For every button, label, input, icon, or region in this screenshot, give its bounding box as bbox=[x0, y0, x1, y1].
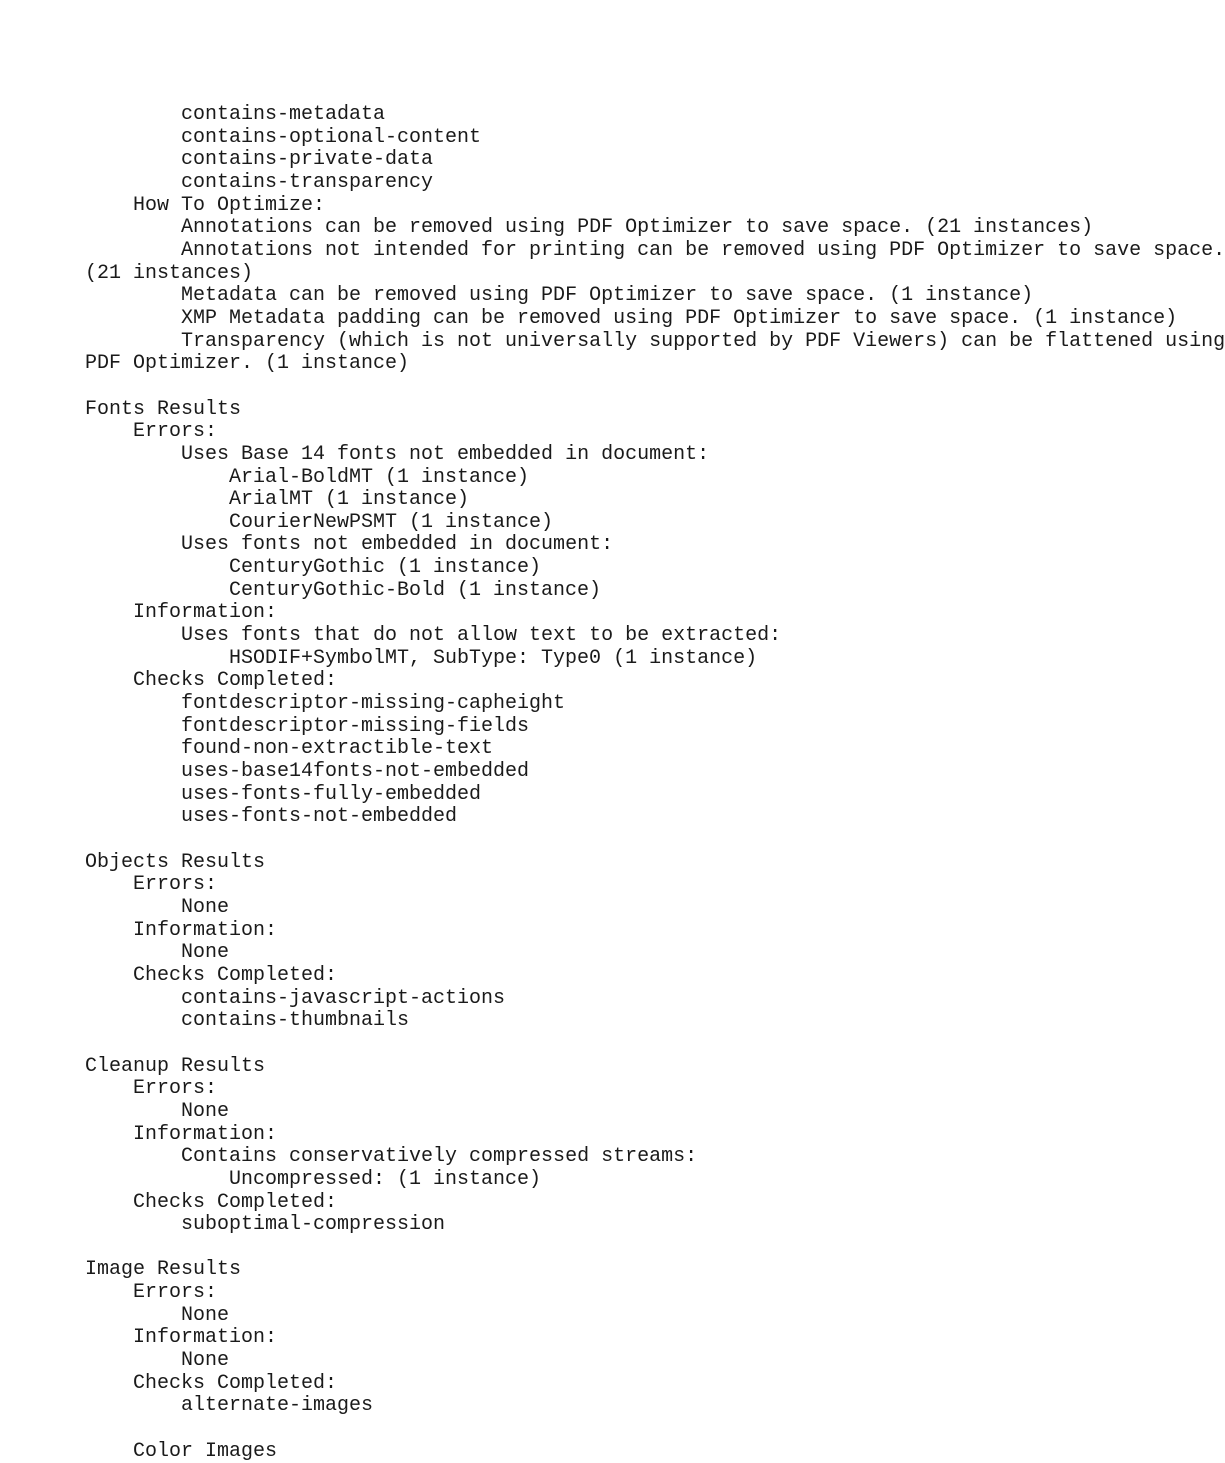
report-line: Contains conservatively compressed streams: bbox=[181, 1145, 698, 1169]
report-line: fontdescriptor-missing-fields bbox=[181, 714, 530, 738]
report-line: None bbox=[181, 941, 230, 965]
report-line: Uses fonts that do not allow text to be extracted: bbox=[181, 624, 782, 648]
report-line: ArialMT (1 instance) bbox=[229, 488, 470, 512]
report-line: found-non-extractible-text bbox=[181, 737, 494, 761]
report-line: suboptimal-compression bbox=[181, 1213, 446, 1237]
report-line: uses-fonts-fully-embedded bbox=[181, 782, 482, 806]
report-line: Cleanup Results bbox=[85, 1054, 266, 1078]
report-line: fontdescriptor-missing-capheight bbox=[181, 692, 566, 716]
report-line: Information: bbox=[133, 918, 278, 942]
report-line: Uses fonts not embedded in document: bbox=[181, 533, 614, 557]
report-line: Errors: bbox=[133, 420, 218, 444]
report-line: Color Images bbox=[133, 1439, 278, 1463]
report-line: Information: bbox=[133, 1326, 278, 1350]
report-line: Information: bbox=[133, 601, 278, 625]
report-line: CourierNewPSMT (1 instance) bbox=[229, 510, 554, 534]
report-line: None bbox=[181, 895, 230, 919]
report-line: Image Results bbox=[85, 1258, 242, 1282]
report-line: Transparency (which is not universally supported by PDF Viewers) can be flattened using bbox=[181, 329, 1225, 353]
blank-line bbox=[85, 1033, 1085, 1056]
report-line: None bbox=[181, 1099, 230, 1123]
report-line: contains-javascript-actions bbox=[181, 986, 506, 1010]
report-line: PDF Optimizer. (1 instance) bbox=[85, 352, 410, 376]
report-line: Objects Results bbox=[85, 850, 266, 874]
report-line: (21 instances) bbox=[85, 261, 254, 285]
report-line: Checks Completed: bbox=[133, 1371, 338, 1395]
report-line: Uses Base 14 fonts not embedded in document: bbox=[181, 442, 710, 466]
report-line: Errors: bbox=[133, 1077, 218, 1101]
report-line: contains-transparency bbox=[181, 170, 434, 194]
report-line: HSODIF+SymbolMT, SubType: Type0 (1 instance) bbox=[229, 646, 758, 670]
report-line: None bbox=[181, 1349, 230, 1373]
report-line: Arial-BoldMT (1 instance) bbox=[229, 465, 530, 489]
report-line: contains-metadata bbox=[181, 103, 386, 126]
report-line: Checks Completed: bbox=[133, 669, 338, 693]
blank-line bbox=[85, 376, 1085, 399]
report-line: contains-thumbnails bbox=[181, 1009, 410, 1033]
report-line: contains-private-data bbox=[181, 148, 434, 172]
report-line: alternate-images bbox=[181, 1394, 374, 1418]
report-line: CenturyGothic-Bold (1 instance) bbox=[229, 578, 602, 602]
report-line: Information: bbox=[133, 1122, 278, 1146]
report-line: Fonts Results bbox=[85, 397, 242, 421]
report-line: uses-fonts-not-embedded bbox=[181, 805, 458, 829]
report-line: Annotations not intended for printing can be removed using PDF Optimizer to save space. bbox=[181, 238, 1225, 262]
report-line: How To Optimize: bbox=[133, 193, 326, 217]
report-line: Metadata can be removed using PDF Optimizer to save space. (1 instance) bbox=[181, 284, 1034, 308]
blank-line bbox=[85, 829, 1085, 852]
report-line: Uncompressed: (1 instance) bbox=[229, 1167, 542, 1191]
report-line: CenturyGothic (1 instance) bbox=[229, 556, 542, 580]
report-line: Errors: bbox=[133, 873, 218, 897]
report-line: Checks Completed: bbox=[133, 1190, 338, 1214]
blank-line bbox=[85, 1237, 1085, 1260]
report-line: Checks Completed: bbox=[133, 963, 338, 987]
report-line: uses-base14fonts-not-embedded bbox=[181, 760, 530, 784]
report-line: None bbox=[181, 1303, 230, 1327]
report-line: Annotations can be removed using PDF Optimizer to save space. (21 instances) bbox=[181, 216, 1094, 240]
blank-line bbox=[85, 1418, 1085, 1441]
report-line: contains-optional-content bbox=[181, 125, 482, 149]
preflight-report-text bbox=[85, 103, 1225, 1463]
report-line: XMP Metadata padding can be removed using PDF Optimizer to save space. (1 instance) bbox=[181, 306, 1178, 330]
report-line: Errors: bbox=[133, 1281, 218, 1305]
